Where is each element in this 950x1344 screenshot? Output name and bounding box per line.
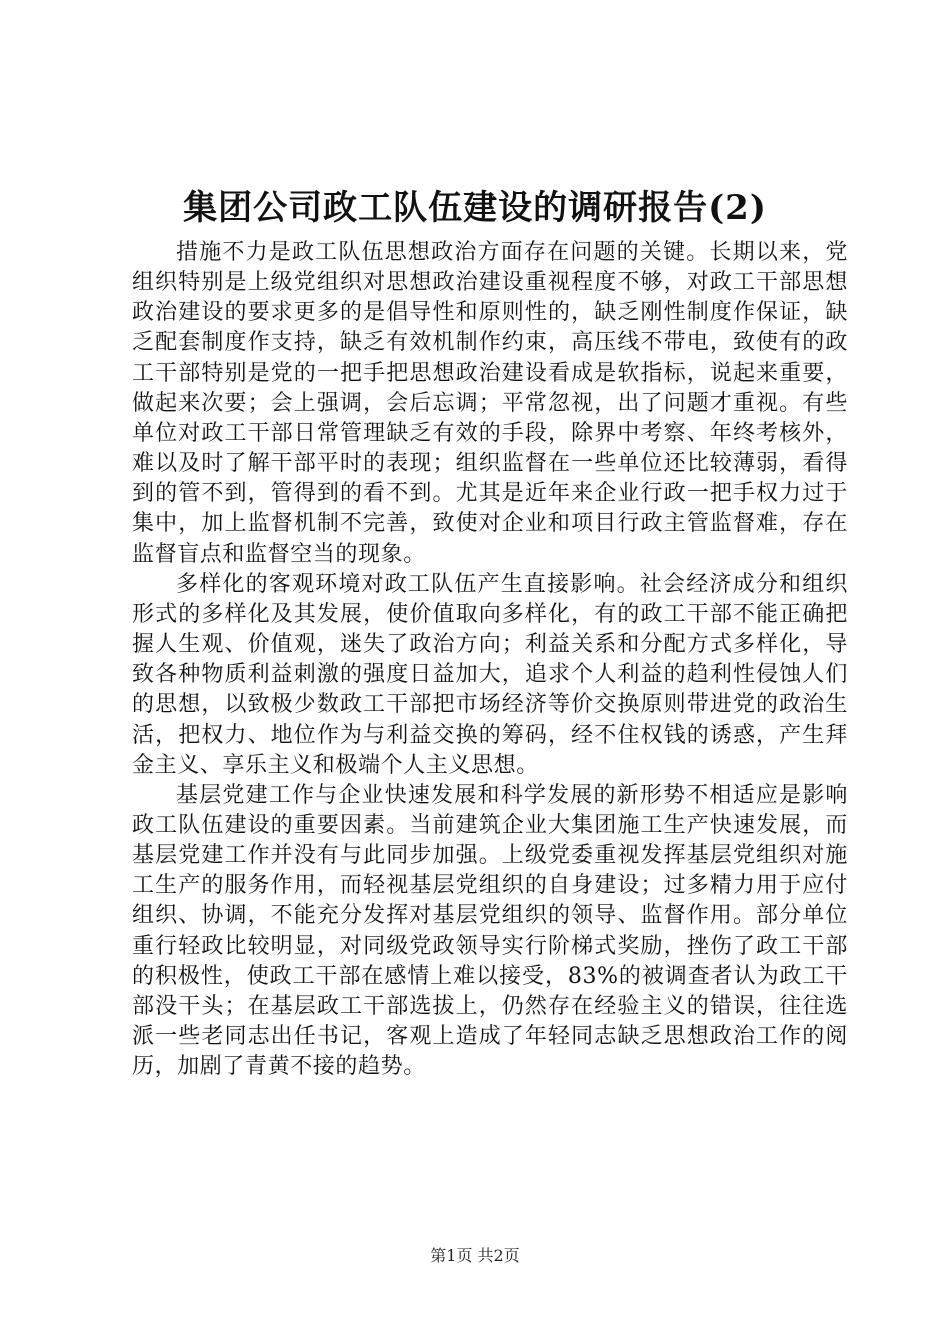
- paragraph: 多样化的客观环境对政工队伍产生直接影响。社会经济成分和组织形式的多样化及其发展，使价值取向多样化，有的政工干部不能正确把握人生观、价值观，迷失了政治方向；利益关系和分配方式多样化，导致各种物质利益刺激的强度日益加大，追求个人利益的趋利性侵蚀人们的思想，以致极少数政工干部把市场经济等价交换原则带进党的政治生活，把权力、地位作为与利益交换的筹码，经不住权钱的诱惑，产生拜金主义、享乐主义和极端个人主义思想。: [132, 571, 848, 778]
- page-number-footer: 第1页 共2页: [430, 1246, 520, 1265]
- paragraph: 措施不力是政工队伍思想政治方面存在问题的关键。长期以来，党组织特别是上级党组织对思想政治建设重视程度不够，对政工干部思想政治建设的要求更多的是倡导性和原则性的，缺乏刚性制度作保证，缺乏配套制度作支持，缺乏有效机制作约束，高压线不带电，致使有的政工干部特别是党的一把手把思想政治建设看成是软指标，说起来重要，做起来次要；会上强调，会后忘调；平常忽视，出了问题才重视。有些单位对政工干部日常管理缺乏有效的手段，除界中考察、年终考核外，难以及时了解干部平时的表现；组织监督在一些单位还比较薄弱，看得到的管不到，管得到的看不到。尤其是近年来企业行政一把手权力过于集中，加上监督机制不完善，致使对企业和项目行政主管监督难，存在监督盲点和监督空当的现象。: [132, 240, 848, 567]
- document-body: [132, 238, 848, 1082]
- document-title: 集团公司政工队伍建设的调研报告(2): [183, 188, 767, 228]
- paragraph: 基层党建工作与企业快速发展和科学发展的新形势不相适应是影响政工队伍建设的重要因素。当前建筑企业大集团施工生产快速发展，而基层党建工作并没有与此同步加强。上级党委重视发挥基层党组织对施工生产的服务作用，而轻视基层党组织的自身建设；过多精力用于应付组织、协调，不能充分发挥对基层党组织的领导、监督作用。部分单位重行轻政比较明显，对同级党政领导实行阶梯式奖励，挫伤了政工干部的积极性，使政工干部在感情上难以接受，83%的被调查者认为政工干部没干头；在基层政工干部选拔上，仍然存在经验主义的错误，往往选派一些老同志出任书记，客观上造成了年轻同志缺乏思想政治工作的阅历，加剧了青黄不接的趋势。: [132, 782, 848, 1080]
